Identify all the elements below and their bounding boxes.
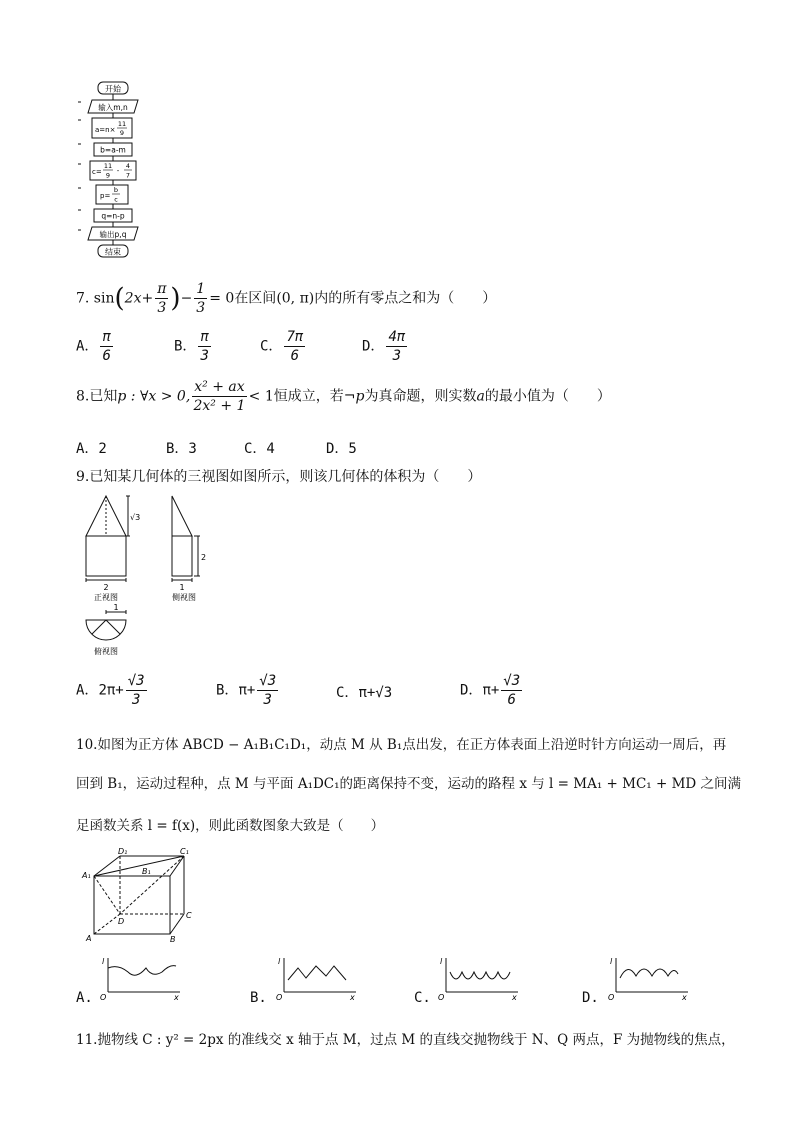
origin-label: O bbox=[438, 993, 445, 1002]
question-8 bbox=[76, 378, 611, 415]
q7-three: 3 bbox=[157, 300, 167, 316]
q7-opt-den: 6 bbox=[290, 348, 300, 364]
flow-step-c-minus: - bbox=[116, 167, 120, 175]
q7-pi: π bbox=[157, 281, 167, 297]
flow-step-b-text: b=a-m bbox=[100, 145, 126, 155]
q10-option-c-label: C. bbox=[414, 990, 431, 1006]
q7-opt-num: 4π bbox=[388, 329, 406, 345]
q9-opt-label: A． bbox=[76, 682, 99, 699]
flow-step-c-num1: 11 bbox=[103, 162, 113, 170]
q7-opt-den: 3 bbox=[200, 348, 209, 364]
top-view-label: 俯视图 bbox=[94, 647, 118, 656]
q8-option-c: C．4 bbox=[244, 441, 275, 457]
origin-label: O bbox=[100, 993, 107, 1002]
question-10-line-3: 足函数关系 l = f(x)，则此函数图象大致是（ ） bbox=[76, 818, 385, 834]
q8-frac bbox=[192, 378, 246, 415]
q7-opt-label: C． bbox=[260, 338, 283, 355]
q9-opt-pre: 2π+ bbox=[98, 682, 124, 699]
cube-label-b: B bbox=[170, 935, 176, 944]
cube-label-b1: B₁ bbox=[142, 867, 151, 876]
cube-label-a: A bbox=[86, 934, 92, 943]
cube-figure bbox=[80, 846, 200, 946]
q8-lt: < 1 bbox=[248, 388, 274, 405]
q9-opt-num: √3 bbox=[127, 673, 145, 689]
q7-opt-den: 3 bbox=[392, 348, 402, 364]
q8-option-a: A．2 bbox=[76, 441, 107, 457]
q8-a: a bbox=[476, 388, 485, 405]
cube-label-d: D bbox=[118, 917, 125, 926]
origin-label: O bbox=[276, 993, 283, 1002]
flow-step-a-lhs: a=n× bbox=[95, 126, 116, 134]
q7-opt-den: 6 bbox=[102, 348, 111, 364]
axis-x-label: x bbox=[350, 993, 355, 1002]
axis-l-label: l bbox=[278, 957, 281, 966]
flow-output-text: 输出p,q bbox=[99, 230, 127, 239]
question-11: 11.抛物线 C : y² = 2px 的准线交 x 轴于点 M，过点 M 的直线交抛物线于 N、Q 两点，F 为抛物线的焦点， bbox=[76, 1032, 735, 1048]
q9-opt-pre: π+ bbox=[482, 682, 500, 699]
origin-label: O bbox=[608, 993, 615, 1002]
flow-step-a-den: 9 bbox=[119, 129, 125, 137]
q8-option-d: D．5 bbox=[326, 441, 357, 457]
question-9: 9.已知某几何体的三视图如图所示，则该几何体的体积为（ ） bbox=[76, 469, 482, 485]
q10-graph-b bbox=[270, 954, 360, 1002]
q9-option-d bbox=[460, 672, 524, 709]
q7-opt-label: D． bbox=[362, 338, 385, 355]
cube-label-a1: A₁ bbox=[82, 871, 91, 880]
flow-start-text: 开始 bbox=[105, 84, 121, 94]
q9-opt-pre: π+ bbox=[238, 682, 256, 699]
dim-front-width: 2 bbox=[103, 583, 109, 592]
dim-side-width: 1 bbox=[179, 583, 185, 592]
axis-x-label: x bbox=[174, 993, 179, 1002]
q7-option-d bbox=[362, 328, 409, 365]
axis-l-label: l bbox=[102, 957, 105, 966]
flow-step-p-lhs: p= bbox=[100, 192, 111, 200]
flow-end-text: 结束 bbox=[105, 247, 121, 257]
flow-step-c-num2: 4 bbox=[125, 162, 131, 170]
q8-neg: ¬p bbox=[343, 388, 365, 405]
q10-graph-a bbox=[94, 954, 184, 1002]
q7-opt-num: 7π bbox=[286, 329, 304, 345]
q7-opt-num: π bbox=[200, 329, 209, 345]
q8-num: x² + ax bbox=[194, 379, 245, 395]
q8-den: 2x² + 1 bbox=[193, 398, 246, 414]
q7-inner: 2x+ bbox=[124, 290, 154, 307]
q7-one: 1 bbox=[196, 281, 206, 297]
question-10-line-2: 回到 B₁，运动过程种，点 M 与平面 A₁DC₁的距离保持不变，运动的路程 x 与 l = MA₁ + MC₁ + MD 之间满 bbox=[76, 776, 742, 792]
q9-option-a bbox=[76, 672, 149, 709]
flow-step-c-lhs: c= bbox=[92, 168, 102, 176]
q9-opt-den: 3 bbox=[131, 692, 141, 708]
q8-suffix2: 为真命题，则实数 bbox=[364, 388, 477, 405]
cube-label-c: C bbox=[186, 911, 192, 920]
q7-opt-num: π bbox=[102, 329, 111, 345]
q10-option-b-label: B. bbox=[250, 990, 267, 1006]
q8-suffix: 恒成立，若 bbox=[273, 388, 344, 405]
question-10-line-1: 10.如图为正方体 ABCD − A₁B₁C₁D₁，动点 M 从 B₁点出发，在正方体表面上沿逆时针方向运动一周后，再 bbox=[76, 737, 727, 753]
flow-step-a-num: 11 bbox=[117, 120, 127, 128]
question-7: 7. sin(2x+ $\frac{\pi}{3}$ )− $\frac{1}{3}$ = 0在区间(0, π)内的所有零点之和为（ ） bbox=[76, 281, 497, 316]
q7-suffix: 在区间 bbox=[234, 290, 277, 307]
cube-label-d1: D₁ bbox=[118, 847, 128, 856]
q9-opt-label: D． bbox=[460, 682, 483, 699]
axis-l-label: l bbox=[610, 957, 613, 966]
q9-opt-label: C． bbox=[336, 685, 359, 701]
axis-x-label: x bbox=[682, 993, 687, 1002]
q7-frac-13 bbox=[194, 280, 207, 317]
axis-l-label: l bbox=[440, 957, 443, 966]
q9-opt-num: √3 bbox=[259, 673, 277, 689]
q10-option-a-label: A. bbox=[76, 990, 93, 1006]
q8-prefix: 8.已知 bbox=[76, 388, 118, 405]
q7-option-c bbox=[260, 328, 307, 365]
q9-opt-label: B． bbox=[216, 682, 239, 699]
q10-graph-c bbox=[432, 954, 522, 1002]
q7-option-b bbox=[174, 328, 213, 365]
q7-three-2: 3 bbox=[196, 300, 206, 316]
q8-option-b: B．3 bbox=[166, 441, 197, 457]
cube-label-c1: C₁ bbox=[180, 847, 189, 856]
flow-step-p-den: c bbox=[114, 195, 118, 204]
q9-opt-pre: π+√3 bbox=[358, 685, 393, 701]
q7-eq: = 0 bbox=[209, 290, 235, 307]
flow-step-p-num: b bbox=[113, 186, 119, 194]
three-view-drawing bbox=[80, 494, 220, 660]
q10-option-d-label: D. bbox=[582, 990, 599, 1006]
q7-minus: − bbox=[180, 290, 193, 307]
q7-end: 内的所有零点之和为（ ） bbox=[314, 290, 497, 307]
flow-step-c-den1: 9 bbox=[105, 171, 111, 180]
q9-opt-den: 6 bbox=[507, 692, 516, 708]
q9-option-c bbox=[336, 682, 392, 702]
q10-graph-d bbox=[602, 954, 692, 1002]
flow-step-c-den2: 7 bbox=[125, 171, 131, 180]
q9-option-b bbox=[216, 672, 280, 709]
q7-opt-label: A． bbox=[76, 338, 99, 355]
front-view-label: 正视图 bbox=[94, 593, 118, 602]
q9-opt-den: 3 bbox=[263, 692, 272, 708]
q8-suffix3: 的最小值为（ ） bbox=[484, 388, 611, 405]
q9-opt-num: √3 bbox=[503, 673, 521, 689]
flowchart bbox=[78, 80, 148, 260]
flow-input-text: 输入m,n bbox=[98, 103, 128, 112]
dim-sqrt3: √3 bbox=[130, 513, 141, 522]
q7-opt-label: B． bbox=[174, 338, 197, 355]
axis-x-label: x bbox=[512, 993, 517, 1002]
q7-option-a bbox=[76, 328, 115, 365]
q7-prefix: 7. sin bbox=[76, 290, 115, 307]
q7-frac-pi3 bbox=[155, 280, 168, 317]
side-view-label: 侧视图 bbox=[172, 593, 196, 602]
dim-side-height: 2 bbox=[201, 553, 207, 562]
q7-interval: (0, π) bbox=[276, 290, 315, 307]
dim-top-radius: 1 bbox=[113, 603, 119, 612]
q8-pdef: p : ∀x > 0, bbox=[117, 388, 191, 405]
flow-step-q-text: q=n-p bbox=[101, 211, 125, 221]
